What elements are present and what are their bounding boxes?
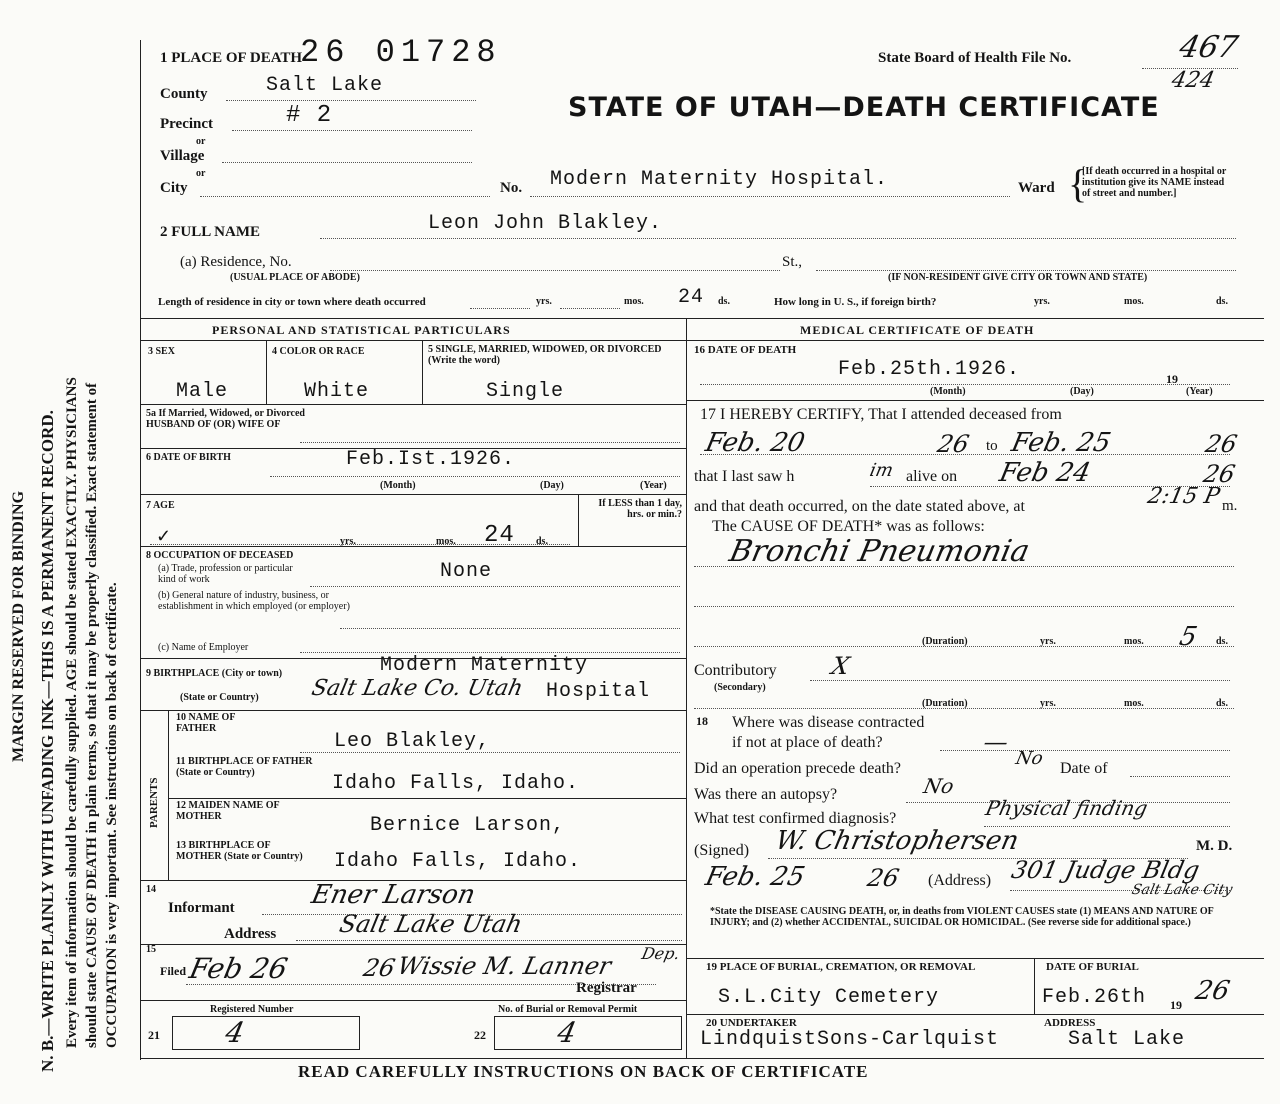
parents-label: PARENTS [148, 777, 160, 828]
residence-yrs-label: yrs. [536, 296, 552, 307]
signed-label: (Signed) [694, 842, 750, 859]
burial-place-value: S.L.City Cemetery [718, 986, 940, 1009]
stamp-number: 26 01728 [300, 34, 502, 71]
burial-date-value: Feb.26th [1042, 986, 1147, 1009]
attended-to-year: 26 [1203, 430, 1240, 458]
informant-label: Informant [168, 900, 235, 916]
occupation-a-label: (a) Trade, profession or particular kind of work [158, 563, 293, 585]
cause-instructions-note: *State the DISEASE CAUSING DEATH, or, in deaths from VIOLENT CAUSES state (1) MEANS AND NATURE OF INJURY; and (2) whether ACCIDENTAL, SUICIDAL OR HOMICIDAL. (See reverse side for additional space.) [710, 906, 1214, 928]
registrar-signature: Wissie M. Lanner [395, 952, 614, 980]
file-number-label: State Board of Health File No. [878, 50, 1072, 66]
occupation-b-label: (b) General nature of industry, business, or establishment in which employed (or employer) [158, 590, 350, 612]
signed-physician: W. Christophersen [772, 826, 1022, 856]
duration2-yrs-label: yrs. [1040, 698, 1056, 709]
physician-address: 301 Judge Bldg [1009, 856, 1203, 884]
place-of-death-label: 1 PLACE OF DEATH [160, 50, 303, 66]
residence-mos-label: mos. [624, 296, 644, 307]
father-birthplace-label: 11 BIRTHPLACE OF FATHER (State or Country) [176, 756, 313, 778]
duration-ds-label: ds. [1216, 636, 1228, 647]
death-time-m: m. [1222, 498, 1238, 514]
occupation-label: 8 OCCUPATION OF DECEASED [146, 550, 294, 561]
color-race-label: 4 COLOR OR RACE [272, 346, 365, 357]
contributory-value: X [829, 652, 853, 680]
mother-name-label: 12 MAIDEN NAME OF MOTHER [176, 800, 280, 822]
autopsy-value: No [921, 774, 957, 798]
duration-label-2: (Duration) [922, 698, 968, 709]
mother-name-value: Bernice Larson, [370, 814, 566, 837]
filed-date: Feb 26 [186, 952, 291, 985]
county-label: County [160, 86, 208, 102]
undertaker-value: LindquistSons-Carlquist [700, 1028, 1000, 1051]
or-label-1: or [196, 136, 206, 147]
age-mos-label: mos. [436, 536, 456, 547]
duration-days: 5 [1176, 622, 1200, 652]
hospital-number-label: No. [500, 180, 523, 196]
informant-address-label: Address [224, 926, 277, 942]
full-name-value: Leon John Blakley. [428, 212, 663, 235]
county-value: Salt Lake [266, 74, 384, 97]
medical-section-header: MEDICAL CERTIFICATE OF DEATH [800, 323, 1035, 337]
alive-on-date: Feb 24 [996, 458, 1094, 488]
residence-ds-label: ds. [718, 296, 730, 307]
autopsy-label: Was there an autopsy? [694, 786, 838, 803]
last-saw-handwritten: im [867, 460, 896, 481]
alive-on-year: 26 [1201, 460, 1238, 488]
attended-to-date: Feb. 25 [1008, 428, 1114, 458]
sex-label: 3 SEX [148, 346, 175, 357]
age-yrs-label: yrs. [340, 536, 356, 547]
burial-permit-label: No. of Burial or Removal Permit [498, 1004, 638, 1015]
disease-contracted-value: — [981, 728, 1011, 756]
duration2-mos-label: mos. [1124, 698, 1144, 709]
operation-label: Did an operation precede death? [694, 760, 902, 777]
residence-label: (a) Residence, No. [180, 254, 292, 270]
dod-value: Feb.25th.1926. [838, 358, 1021, 381]
cause-value: Bronchi Pneumonia [726, 534, 1033, 569]
ward-label: Ward [1018, 180, 1055, 196]
age-days-value: 24 [484, 522, 515, 549]
margin-note-line-2: Every item of information should be carefully supplied. AGE should be stated EXACTLY. PHYSICIANS [64, 377, 80, 1048]
dob-value: Feb.Ist.1926. [346, 448, 516, 471]
margin-binding-text: MARGIN RESERVED FOR BINDING [10, 490, 27, 762]
us-yrs-label: yrs. [1034, 296, 1050, 307]
physician-address-label: (Address) [928, 872, 992, 889]
marital-status-label: 5 SINGLE, MARRIED, WIDOWED, OR DIVORCED (Write the word) [428, 344, 662, 366]
undertaker-address: Salt Lake [1068, 1028, 1186, 1051]
ward-note: [If death occurred in a hospital or institution give its NAME instead of street and number.] [1082, 166, 1227, 199]
signed-year: 26 [865, 864, 902, 892]
contributory-label: Contributory [694, 662, 777, 679]
operation-date-label: Date of [1060, 760, 1108, 777]
sex-value: Male [176, 380, 229, 403]
city-label: City [160, 180, 188, 196]
dod-year-label: (Year) [1186, 386, 1213, 397]
birthplace-state-label: (State or Country) [180, 692, 259, 703]
file-number: 467 [1176, 30, 1241, 65]
dod-month-label: (Month) [930, 386, 966, 397]
dod-day-label: (Day) [1070, 386, 1094, 397]
birthplace-label: 9 BIRTHPLACE (City or town) [146, 668, 283, 679]
hospital-name: Modern Maternity Hospital. [550, 168, 889, 191]
death-time: 2:15 P [1145, 484, 1222, 509]
informant-number: 14 [146, 884, 156, 895]
operation-value: No [1013, 748, 1045, 769]
test-value: Physical finding [983, 796, 1150, 820]
birthplace-line-1: Modern Maternity [380, 654, 589, 677]
duration2-ds-label: ds. [1216, 698, 1228, 709]
father-name-value: Leo Blakley, [334, 730, 491, 753]
informant-value: Ener Larson [308, 880, 478, 910]
burial-permit-index: 22 [474, 1028, 486, 1042]
alive-on-label: alive on [906, 468, 958, 485]
father-birthplace-value: Idaho Falls, Idaho. [332, 772, 580, 795]
length-residence-label: Length of residence in city or town where death occurred [158, 296, 426, 308]
less-than-day-label: If LESS than 1 day, hrs. or min.? [598, 498, 682, 520]
dob-month-label: (Month) [380, 480, 416, 491]
spouse-label: 5a If Married, Widowed, or Divorced HUSBAND OF (OR) WIFE OF [146, 408, 305, 430]
age-label: 7 AGE [146, 500, 175, 511]
us-mos-label: mos. [1124, 296, 1144, 307]
disease-contracted-label-2: if not at place of death? [732, 734, 883, 751]
filed-year: 26 [361, 954, 398, 982]
mother-birthplace-value: Idaho Falls, Idaho. [334, 850, 582, 873]
employer-label: (c) Name of Employer [158, 642, 249, 653]
village-label: Village [160, 148, 205, 164]
attended-to-label: to [986, 438, 998, 454]
duration-yrs-label: yrs. [1040, 636, 1056, 647]
non-resident-note: (IF NON-RESIDENT GIVE CITY OR TOWN AND STATE) [888, 272, 1148, 283]
burial-date-year: 26 [1192, 976, 1233, 1006]
disease-contracted-label: Where was disease contracted [732, 714, 925, 731]
filed-number: 15 [146, 944, 156, 955]
mother-birthplace-label: 13 BIRTHPLACE OF MOTHER (State or Country) [176, 840, 303, 862]
md-label: M. D. [1196, 838, 1233, 854]
informant-address-value: Salt Lake Utah [337, 910, 525, 938]
margin-note-line-1: N. B.—WRITE PLAINLY WITH UNFADING INK—THIS IS A PERMANENT RECORD. [38, 410, 57, 1072]
birthplace-handwritten: Salt Lake Co. Utah [309, 676, 526, 701]
residence-days-value: 24 [678, 286, 705, 309]
undertaker-label: 20 UNDERTAKER [706, 1017, 797, 1029]
us-residence-label: How long in U. S., if foreign birth? [774, 296, 937, 308]
test-label: What test confirmed diagnosis? [694, 810, 897, 827]
registered-number-index: 21 [148, 1028, 160, 1042]
certify-statement: 17 I HEREBY CERTIFY, That I attended deceased from [700, 406, 1062, 423]
burial-date-nineteen: 19 [1170, 998, 1182, 1012]
personal-section-header: PERSONAL AND STATISTICAL PARTICULARS [212, 323, 511, 337]
burial-date-label: DATE OF BURIAL [1046, 961, 1139, 973]
q18-number: 18 [696, 714, 708, 728]
ward-brace: { [1068, 161, 1088, 206]
street-label: St., [782, 254, 803, 270]
dod-label: 16 DATE OF DEATH [694, 344, 797, 356]
cause-label: The CAUSE OF DEATH* was as follows: [712, 518, 985, 535]
registered-number-value: 4 [222, 1016, 248, 1049]
occupation-value: None [440, 560, 493, 583]
marital-status-value: Single [486, 380, 565, 403]
physician-address-2: Salt Lake City [1130, 882, 1234, 898]
undertaker-address-label: ADDRESS [1044, 1017, 1096, 1029]
us-ds-label: ds. [1216, 296, 1228, 307]
registered-number-label: Registered Number [210, 1004, 294, 1015]
margin-note-line-4: OCCUPATION is very important. See instructions on back of certificate. [104, 582, 120, 1048]
death-occurred-label: and that death occurred, on the date stated above, at [694, 498, 1025, 515]
last-saw-label: that I last saw h [694, 468, 795, 485]
precinct-label: Precinct [160, 116, 214, 132]
age-check: ✓ [156, 526, 172, 546]
or-label-2: or [196, 168, 206, 179]
dob-label: 6 DATE OF BIRTH [146, 452, 231, 463]
full-name-label: 2 FULL NAME [160, 224, 261, 240]
margin-note-line-3: should state CAUSE OF DEATH in plain terms, so that it may be properly classified. Exact statement of [84, 382, 100, 1048]
attended-from-year: 26 [935, 430, 972, 458]
file-number-secondary: 424 [1169, 68, 1217, 93]
duration-label-1: (Duration) [922, 636, 968, 647]
registrar-label: Registrar [576, 980, 637, 996]
footer-instructions: READ CAREFULLY INSTRUCTIONS ON BACK OF CERTIFICATE [298, 1062, 869, 1081]
signed-date: Feb. 25 [702, 862, 808, 892]
attended-from-date: Feb. 20 [702, 428, 808, 458]
duration-mos-label: mos. [1124, 636, 1144, 647]
certificate-title: STATE OF UTAH—DEATH CERTIFICATE [568, 92, 1160, 123]
father-name-label: 10 NAME OF FATHER [176, 712, 236, 734]
burial-permit-value: 4 [554, 1016, 580, 1049]
burial-place-label: 19 PLACE OF BURIAL, CREMATION, OR REMOVAL [706, 961, 976, 973]
deputy-mark: Dep. [639, 944, 682, 963]
dob-year-label: (Year) [640, 480, 667, 491]
dod-nineteen: 19 [1166, 372, 1178, 386]
residence-sub: (USUAL PLACE OF ABODE) [230, 272, 360, 283]
dob-day-label: (Day) [540, 480, 564, 491]
birthplace-line-2: Hospital [546, 680, 651, 703]
secondary-label: (Secondary) [714, 682, 766, 693]
filed-label: Filed [160, 964, 186, 978]
age-ds-label: ds. [536, 536, 548, 547]
color-race-value: White [304, 380, 370, 403]
precinct-value: # 2 [286, 102, 333, 129]
